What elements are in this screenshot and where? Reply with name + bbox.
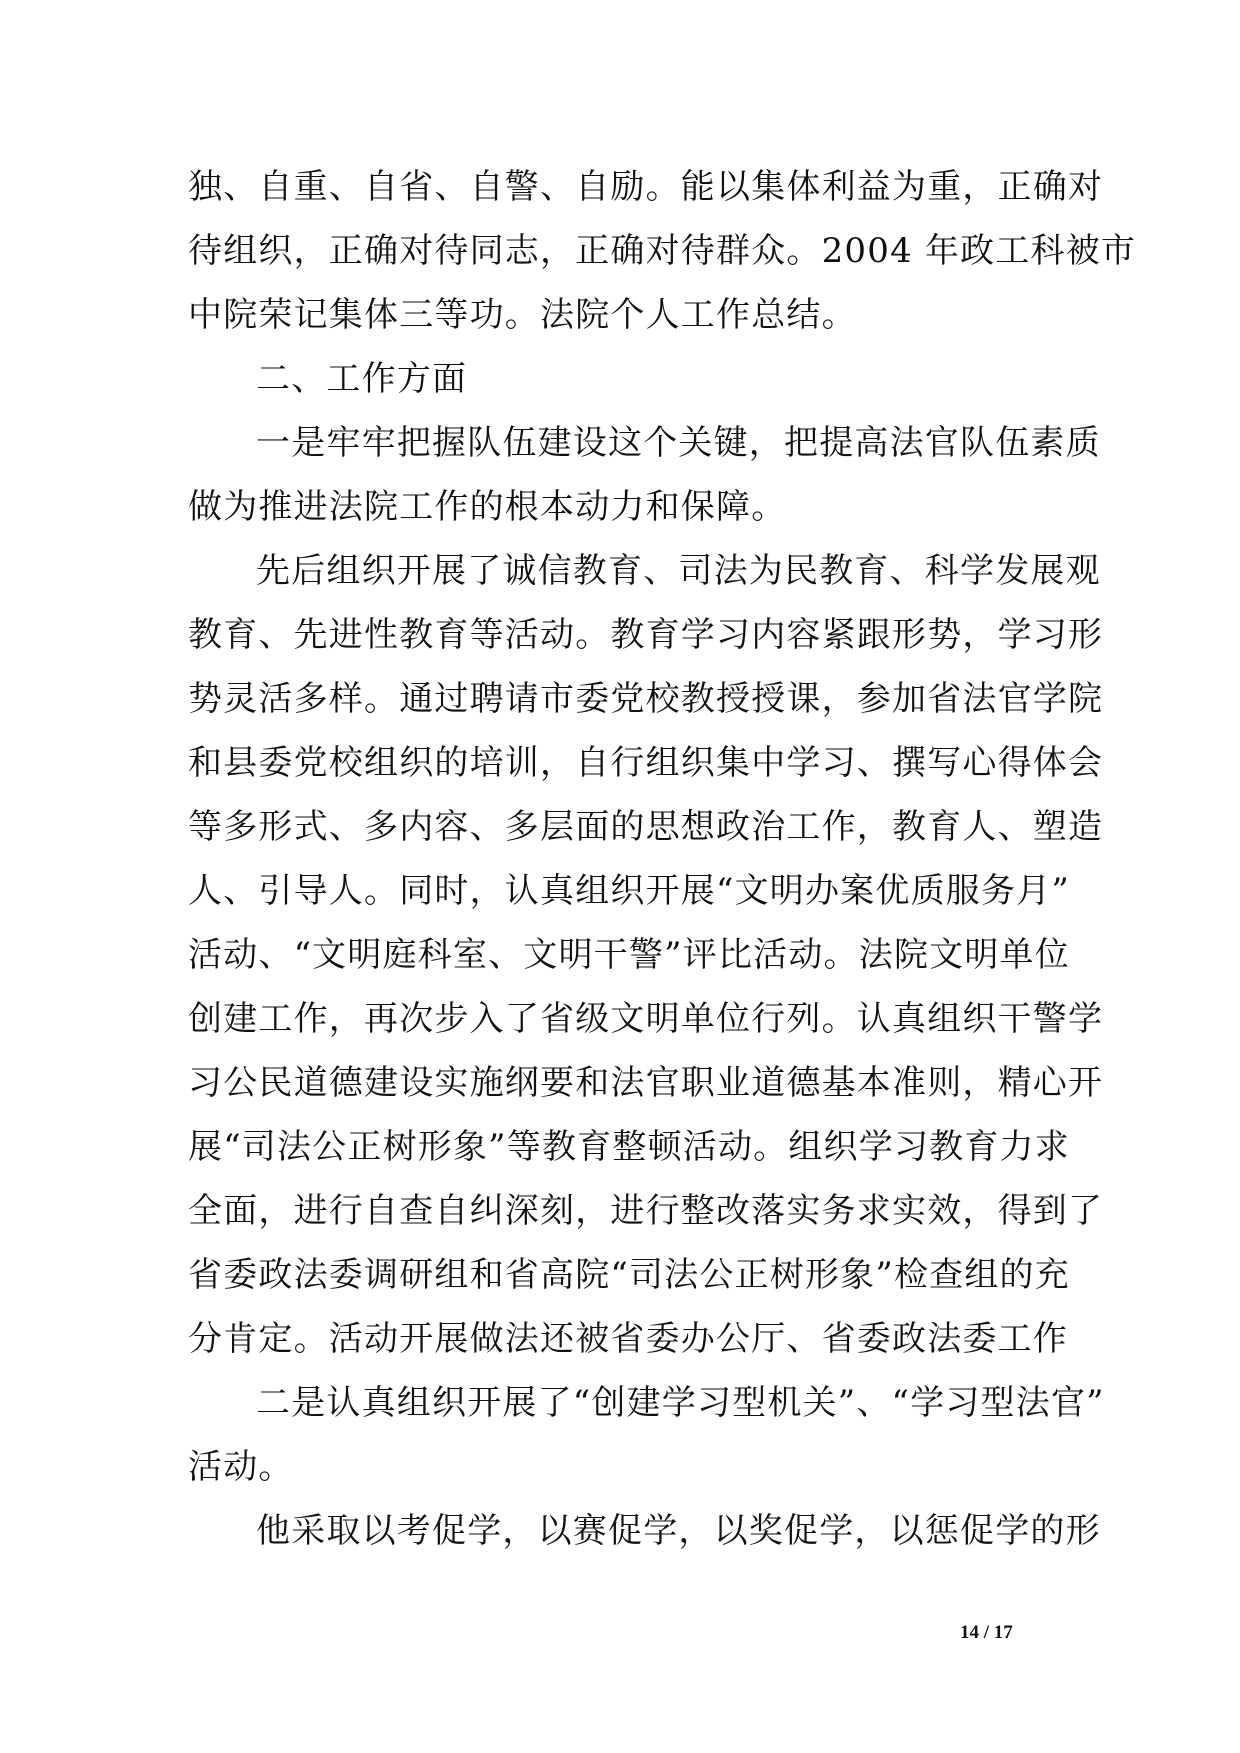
text-line: 活动。 (188, 1447, 294, 1487)
text-line: 和县委党校组织的培训，自行组织集中学习、撰写心得体会 (188, 743, 1104, 783)
text-line: 势灵活多样。通过聘请市委党校教授授课，参加省法官学院 (188, 679, 1104, 719)
text-line: 创建工作，再次步入了省级文明单位行列。认真组织干警学 (188, 999, 1104, 1039)
text-line: 省委政法委调研组和省高院“司法公正树形象”检查组的充 (188, 1255, 1070, 1295)
page-number: 14 / 17 (960, 1622, 1013, 1643)
text-line: 展“司法公正树形象”等教育整顿活动。组织学习教育力求 (188, 1127, 1070, 1167)
text-line: 习公民道德建设实施纲要和法官职业道德基本准则，精心开 (188, 1063, 1104, 1103)
text-line: 分肯定。活动开展做法还被省委办公厅、省委政法委工作 (188, 1319, 1068, 1359)
text-line: 中院荣记集体三等功。法院个人工作总结。 (188, 295, 857, 335)
text-line: 二是认真组织开展了“创建学习型机关”、“学习型法官” (256, 1383, 1105, 1423)
text-line: 等多形式、多内容、多层面的思想政治工作，教育人、塑造 (188, 807, 1104, 847)
text-line: 独、自重、自省、自警、自励。能以集体利益为重，正确对 (188, 167, 1104, 207)
text-line: 做为推进法院工作的根本动力和保障。 (188, 487, 787, 527)
text-line: 他采取以考促学，以赛促学，以奖促学，以惩促学的形 (256, 1511, 1101, 1551)
text-line: 活动、“文明庭科室、文明干警”评比活动。法院文明单位 (188, 935, 1070, 975)
text-line: 二、工作方面 (256, 359, 468, 399)
text-line: 教育、先进性教育等活动。教育学习内容紧跟形势，学习形 (188, 615, 1104, 655)
text-line: 待组织，正确对待同志，正确对待群众。2004 年政工科被市 (188, 231, 1137, 271)
text-line: 先后组织开展了诚信教育、司法为民教育、科学发展观 (256, 551, 1101, 591)
document-body (188, 155, 1137, 1563)
text-line: 人、引导人。同时，认真组织开展“文明办案优质服务月” (188, 871, 1070, 911)
text-line: 一是牢牢把握队伍建设这个关键，把提高法官队伍素质 (256, 423, 1101, 463)
text-line: 全面，进行自查自纠深刻，进行整改落实务求实效，得到了 (188, 1191, 1104, 1231)
